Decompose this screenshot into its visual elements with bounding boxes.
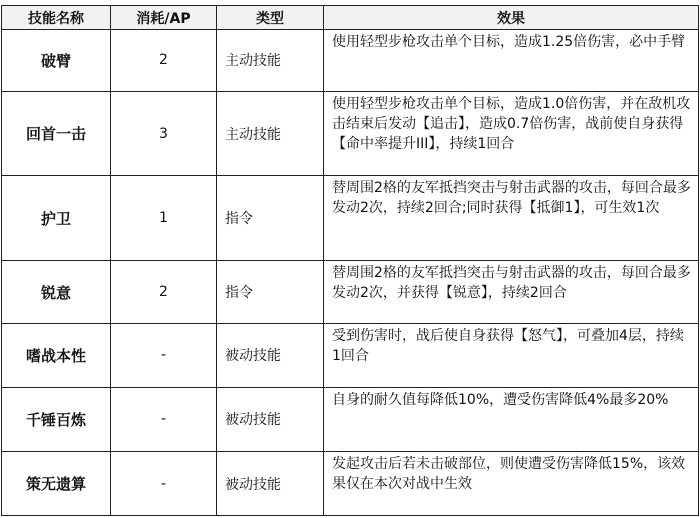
skill-cost: 2 [111,261,217,324]
skill-name: 策无遗算 [2,452,111,516]
table-row [2,323,699,387]
skill-effect: 使用轻型步枪攻击单个目标，造成1.0倍伤害，并在敌机攻击结束后发动【追击】，造成0.7倍伤害，战前使自身获得【命中率提升III】，持续1回合 [324,91,699,176]
skill-name: 回首一击 [2,91,111,176]
skills-table [1,5,699,516]
table-row [2,91,699,176]
skill-effect: 替周围2格的友军抵挡突击与射击武器的攻击，每回合最多发动2次，并获得【锐意】，持续2回合 [324,261,699,324]
table-row [2,176,699,261]
skill-cost: 1 [111,176,217,261]
skill-name: 破臂 [2,30,111,92]
skill-effect: 自身的耐久值每降低10%，遭受伤害降低4%最多20% [324,387,699,452]
skill-effect: 受到伤害时，战后使自身获得【怒气】，可叠加4层，持续1回合 [324,323,699,387]
table-header-row [2,6,699,30]
skill-cost: - [111,452,217,516]
skill-cost: 2 [111,30,217,92]
skill-cost: - [111,323,217,387]
skill-cost: - [111,387,217,452]
header-skill-name: 技能名称 [2,6,111,30]
skill-name: 嗜战本性 [2,323,111,387]
table-row [2,387,699,452]
header-effect: 效果 [324,6,699,30]
header-type: 类型 [217,6,324,30]
skill-effect: 替周围2格的友军抵挡突击与射击武器的攻击，每回合最多发动2次，持续2回合;同时获得【抵御1】，可生效1次 [324,176,699,261]
skill-name: 护卫 [2,176,111,261]
skill-type: 被动技能 [217,387,324,452]
header-cost: 消耗/AP [111,6,217,30]
skill-name: 千锤百炼 [2,387,111,452]
skill-type: 主动技能 [217,91,324,176]
skill-type: 指令 [217,261,324,324]
skill-effect: 使用轻型步枪攻击单个目标，造成1.25倍伤害，必中手臂 [324,30,699,92]
skill-type: 被动技能 [217,323,324,387]
skill-type: 指令 [217,176,324,261]
skill-effect: 发起攻击后若未击破部位，则使遭受伤害降低15%，该效果仅在本次对战中生效 [324,452,699,516]
table-row [2,30,699,92]
skill-cost: 3 [111,91,217,176]
skill-type: 被动技能 [217,452,324,516]
table-row [2,452,699,516]
table-row [2,261,699,324]
skill-name: 锐意 [2,261,111,324]
skill-type: 主动技能 [217,30,324,92]
